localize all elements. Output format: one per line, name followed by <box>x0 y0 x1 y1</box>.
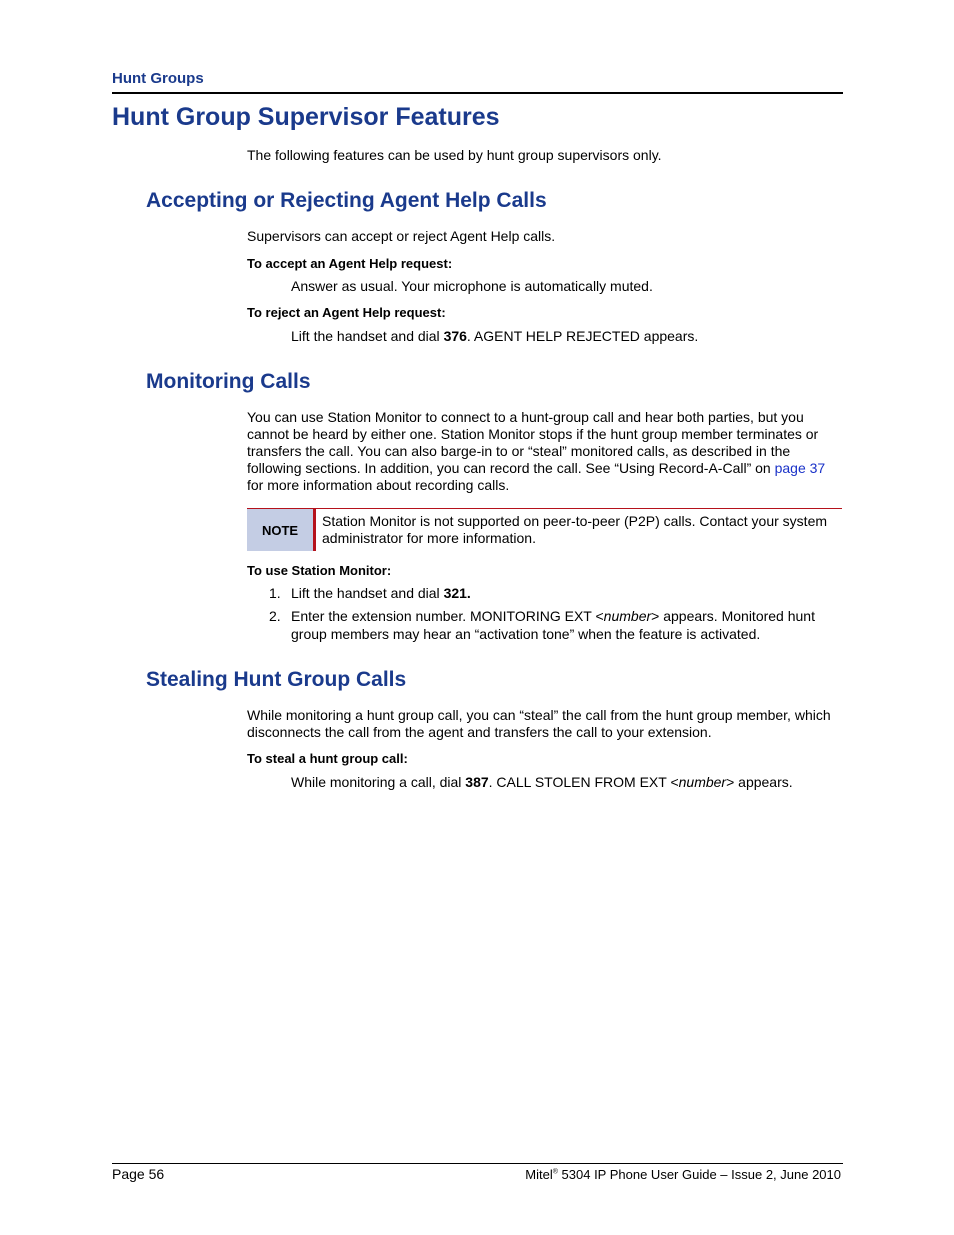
accept-step: Answer as usual. Your microphone is automatically muted. <box>291 278 653 294</box>
page-37-link[interactable]: page 37 <box>774 460 826 476</box>
heading-stealing: Stealing Hunt Group Calls <box>146 668 407 691</box>
note-label: NOTE <box>247 509 316 551</box>
running-header: Hunt Groups <box>112 70 204 87</box>
reject-label: To reject an Agent Help request: <box>247 305 446 320</box>
note-text: Station Monitor is not supported on peer-to-peer (P2P) calls. Contact your system administrator for more information. <box>322 513 828 546</box>
reject-code: 376 <box>443 328 467 344</box>
accept-reject-body: Supervisors can accept or reject Agent Help calls. <box>247 228 556 244</box>
reject-step: Lift the handset and dial 376. AGENT HELP REJECTED appears. <box>291 328 699 344</box>
footer-rule <box>112 1163 843 1164</box>
accept-label: To accept an Agent Help request: <box>247 256 453 271</box>
header-rule <box>112 92 843 94</box>
heading-accept-reject: Accepting or Rejecting Agent Help Calls <box>146 189 547 212</box>
monitoring-body: You can use Station Monitor to connect to a hunt-group call and hear both parties, but you cannot be heard by either one. Station Monitor stops if the hunt group member terminates or transfers the call. You can also barge-in to or “steal” monitored calls, as described in the following sections. In addition, you can record the call. See “Using Record-A-Call” on page 37 for more information about recording calls. <box>247 409 826 493</box>
page-number: Page 56 <box>112 1166 165 1182</box>
use-station-monitor-label: To use Station Monitor: <box>247 563 392 578</box>
note-callout <box>247 508 842 551</box>
page-title: Hunt Group Supervisor Features <box>112 103 500 131</box>
steal-label: To steal a hunt group call: <box>247 751 408 766</box>
stealing-body: While monitoring a hunt group call, you can “steal” the call from the hunt group member, which disconnects the call from the agent and transfers the call to your extension. <box>247 707 831 740</box>
footer-doc-title: Mitel® 5304 IP Phone User Guide – Issue 2, June 2010 <box>525 1167 841 1182</box>
intro-paragraph: The following features can be used by hunt group supervisors only. <box>247 147 662 163</box>
steal-step: While monitoring a call, dial 387. CALL STOLEN FROM EXT <number> appears. <box>291 774 793 790</box>
heading-monitoring: Monitoring Calls <box>146 370 311 393</box>
